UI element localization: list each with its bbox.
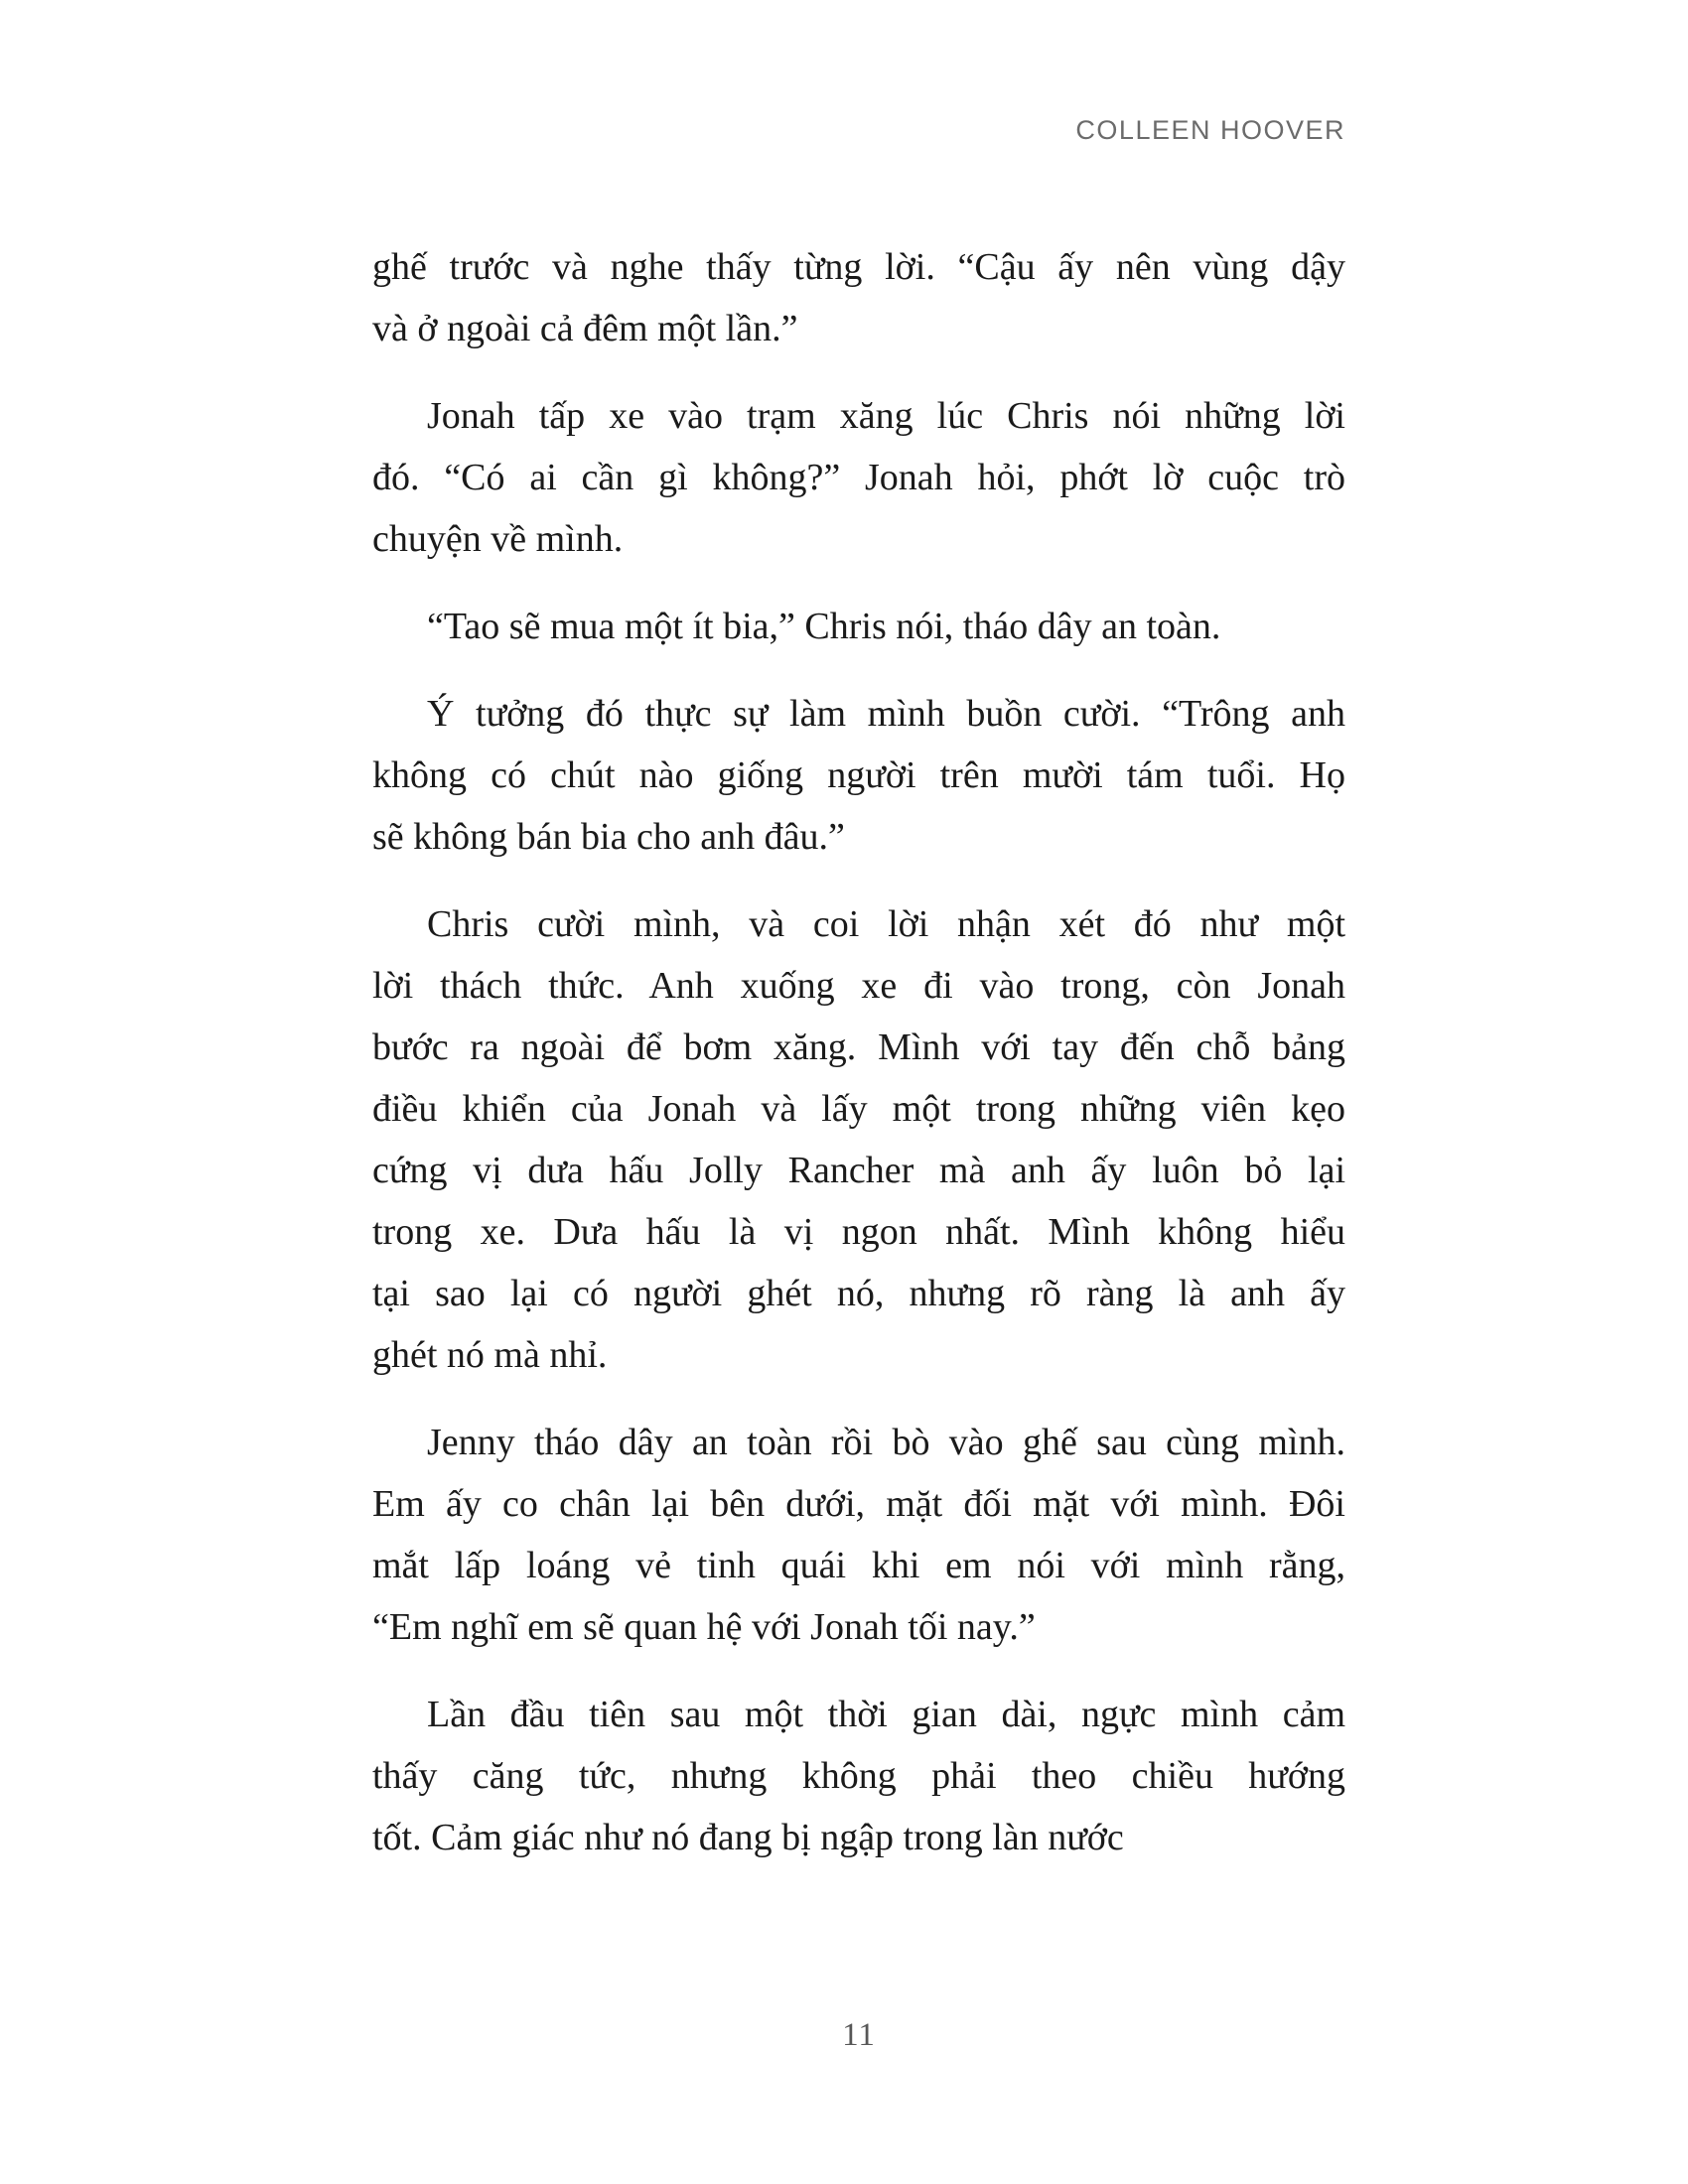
text-line: cứng vị dưa hấu Jolly Rancher mà anh ấy luôn bỏ lại	[372, 1150, 1345, 1191]
text-line: điều khiển của Jonah và lấy một trong những viên kẹo	[372, 1088, 1345, 1130]
text-line: đó. “Có ai cần gì không?” Jonah hỏi, phớt lờ cuộc trò	[372, 457, 1345, 498]
paragraph	[372, 893, 1345, 1386]
text-line: chuyện về mình.	[372, 518, 624, 560]
text-line: lời thách thức. Anh xuống xe đi vào trong, còn Jonah	[372, 965, 1345, 1007]
text-line: Jonah tấp xe vào trạm xăng lúc Chris nói những lời	[427, 395, 1345, 437]
text-line: bước ra ngoài để bơm xăng. Mình với tay đến chỗ bảng	[372, 1026, 1345, 1068]
text-line: Em ấy co chân lại bên dưới, mặt đối mặt với mình. Đôi	[372, 1483, 1345, 1525]
text-line: Ý tưởng đó thực sự làm mình buồn cười. “Trông anh	[427, 693, 1345, 735]
page-number: 11	[842, 2017, 876, 2053]
text-line: tốt. Cảm giác như nó đang bị ngập trong làn nước	[372, 1817, 1124, 1858]
paragraph	[372, 1684, 1345, 1868]
body-text	[372, 236, 1345, 1868]
text-line: tại sao lại có người ghét nó, nhưng rõ ràng là anh ấy	[372, 1273, 1345, 1314]
paragraph	[372, 683, 1345, 868]
text-line: Lần đầu tiên sau một thời gian dài, ngực mình cảm	[427, 1694, 1345, 1735]
text-line: Jenny tháo dây an toàn rồi bò vào ghế sau cùng mình.	[427, 1422, 1345, 1463]
text-line: Chris cười mình, và coi lời nhận xét đó như một	[427, 903, 1345, 945]
paragraph	[372, 1412, 1345, 1658]
running-header: COLLEEN HOOVER	[1075, 115, 1345, 145]
text-line: và ở ngoài cả đêm một lần.”	[372, 308, 798, 349]
text-line: trong xe. Dưa hấu là vị ngon nhất. Mình không hiểu	[372, 1211, 1345, 1253]
text-line: sẽ không bán bia cho anh đâu.”	[372, 816, 845, 858]
text-line: “Em nghĩ em sẽ quan hệ với Jonah tối nay.”	[372, 1606, 1036, 1648]
paragraph	[372, 596, 1345, 657]
paragraph	[372, 385, 1345, 570]
text-line: ghế trước và nghe thấy từng lời. “Cậu ấy nên vùng dậy	[372, 246, 1345, 288]
text-line: mắt lấp loáng vẻ tinh quái khi em nói với mình rằng,	[372, 1545, 1345, 1586]
paragraph	[372, 236, 1345, 359]
text-line: thấy căng tức, nhưng không phải theo chiều hướng	[372, 1755, 1345, 1797]
text-line: không có chút nào giống người trên mười tám tuổi. Họ	[372, 754, 1345, 796]
text-line: ghét nó mà nhỉ.	[372, 1334, 608, 1376]
text-line: “Tao sẽ mua một ít bia,” Chris nói, tháo dây an toàn.	[427, 606, 1221, 647]
